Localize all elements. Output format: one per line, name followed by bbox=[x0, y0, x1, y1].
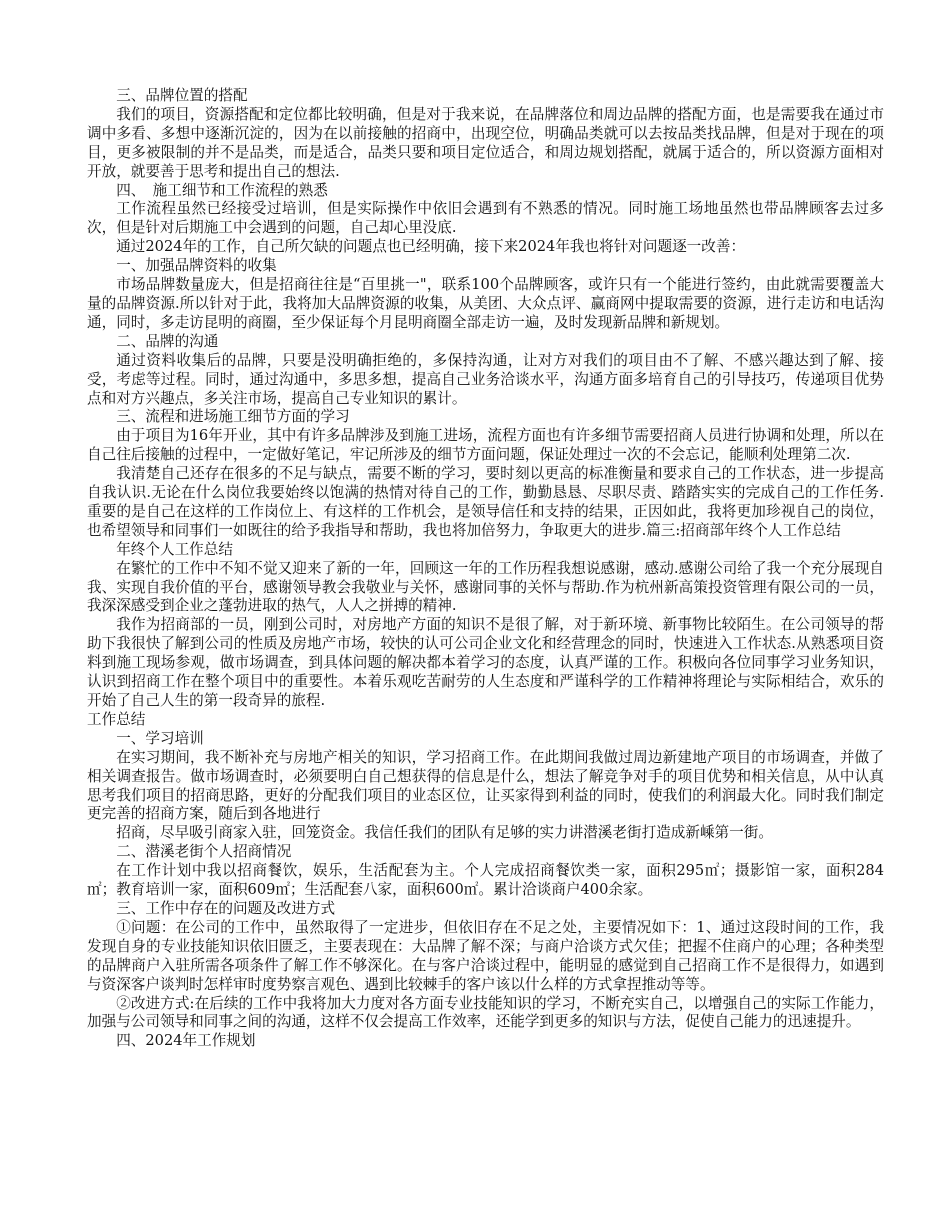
body-paragraph: ②改进方式:在后续的工作中我将加大力度对各方面专业技能知识的学习，不断充实自己，以增强自己的实际工作能力，加强与公司领导和同事之间的沟通，这样不仅会提高工作效率，还能学到更多的知识与方法，促使自己能力的迅速提升。 bbox=[87, 994, 884, 1031]
section-heading: 四、 施工细节和工作流程的熟悉 bbox=[116, 181, 328, 199]
section-heading: 二、潜溪老街个人招商情况 bbox=[116, 843, 292, 861]
document-body bbox=[87, 87, 884, 1051]
body-paragraph: 在工作计划中我以招商餐饮，娱乐，生活配套为主。个人完成招商餐饮类一家，面积295㎡；摄影馆一家，面积284㎡；教育培训一家，面积609㎡；生活配套八家，面积600㎡。累计洽谈商户400余家。 bbox=[87, 862, 884, 899]
body-paragraph: 通过资料收集后的品牌，只要是没明确拒绝的，多保持沟通，让对方对我们的项目由不了解、不感兴趣达到了解、接受，考虑等过程。同时，通过沟通中，多思多想，提高自己业务洽谈水平，沟通方面多培育自己的引导技巧，传递项目优势点和对方兴趣点，多关注市场，提高自己专业知识的累计。 bbox=[87, 351, 884, 407]
section-heading: 年终个人工作总结 bbox=[116, 540, 233, 558]
body-paragraph: 通过2024年的工作，自己所欠缺的问题点也已经明确，接下来2024年我也将针对问题逐一改善： bbox=[116, 238, 746, 256]
body-paragraph: 我们的项目，资源搭配和定位都比较明确，但是对于我来说，在品牌落位和周边品牌的搭配方面，也是需要我在通过市调中多看、多想中逐渐沉淀的，因为在以前接触的招商中，出现空位，明确品类就可以去按品类找品牌，但是对于现在的项目，更多被限制的并不是品类，而是适合，品类只要和项目定位适合，和周边规划搭配，就属于适合的，所以资源方面相对开放，就要善于思考和提出自己的想法. bbox=[87, 105, 884, 180]
body-paragraph: 在实习期间，我不断补充与房地产相关的知识，学习招商工作。在此期间我做过周边新建地产项目的市场调查，并做了相关调查报告。做市场调查时，必须要明白自己想获得的信息是什么，想法了解竞争对手的项目优势和相关信息，从中认真思考我们项目的招商思路，更好的分配我们项目的业态区位，让买家得到利益的同时，使我们的利润最大化。同时我们制定更完善的招商方案，随后到各地进行 bbox=[87, 748, 884, 823]
body-paragraph: ①问题：在公司的工作中，虽然取得了一定进步，但依旧存在不足之处，主要情况如下：1、通过这段时间的工作，我发现自身的专业技能知识依旧匮乏，主要表现在：大品牌了解不深；与商户洽谈方式欠佳；把握不住商户的心理；各种类型的品牌商户入驻所需各项条件了解工作不够深化。在与客户洽谈过程中，能明显的感觉到自己招商工作不是很得力，如遇到与资深客户谈判时怎样审时度势察言观色、遇到比较棘手的客户该以什么样的方式拿捏推动等等。 bbox=[87, 918, 884, 993]
section-heading: 一、学习培训 bbox=[116, 729, 204, 747]
body-paragraph: 在繁忙的工作中不知不觉又迎来了新的一年，回顾这一年的工作历程我想说感谢，感动.感谢公司给了我一个充分展现自我、实现自我价值的平台，感谢领导教会我敬业与关怀，感谢同事的关怀与帮助.作为杭州新高策投资管理有限公司的一员，我深深感受到企业之蓬勃进取的热气，人人之拼搏的精神. bbox=[87, 559, 884, 615]
body-paragraph: 招商，尽早吸引商家入驻，回笼资金。我信任我们的团队有足够的实力讲潜溪老街打造成新嵊第一街。 bbox=[116, 824, 773, 842]
body-paragraph: 市场品牌数量庞大，但是招商往往是“百里挑一"，联系100个品牌顾客，或许只有一个能进行签约，由此就需要覆盖大量的品牌资源.所以针对于此，我将加大品牌资源的收集，从美团、大众点评、赢商网中提取需要的资源，进行走访和电话沟通，同时，多走访昆明的商圈，至少保证每个月昆明商圈全部走访一遍，及时发现新品牌和新规划。 bbox=[87, 276, 884, 331]
body-paragraph: 由于项目为16年开业，其中有许多品牌涉及到施工进场，流程方面也有许多细节需要招商人员进行协调和处理，所以在自己往后接触的过程中，一定做好笔记，牢记所涉及的细节方面问题，保证处理过一次的不会忘记，能顺利处理第二次. bbox=[87, 427, 884, 464]
section-heading: 三、品牌位置的搭配 bbox=[116, 87, 248, 104]
section-heading: 四、2024年工作规划 bbox=[116, 1032, 256, 1050]
body-paragraph: 我作为招商部的一员，刚到公司时，对房地产方面的知识不是很了解，对于新环境、新事物比较陌生。在公司领导的帮助下我很快了解到公司的性质及房地产市场，较快的认可公司企业文化和经营理念的同时，快速进入工作状态.从熟悉项目资料到施工现场参观，做市场调查，到具体问题的解决都本着学习的态度，认真严谨的工作。积极向各位同事学习业务知识，认识到招商工作在整个项目中的重要性。本着乐观吃苦耐劳的人生态度和严谨科学的工作精神将理论与实际相结合，欢乐的开始了自己人生的第一段奇异的旅程. bbox=[87, 616, 884, 709]
body-paragraph: 工作流程虽然已经接受过培训，但是实际操作中依旧会遇到有不熟悉的情况。同时施工场地虽然也带品牌顾客去过多次，但是针对后期施工中会遇到的问题，自己却心里没底. bbox=[87, 200, 884, 237]
section-heading: 二、品牌的沟通 bbox=[116, 332, 219, 350]
section-heading: 三、工作中存在的问题及改进方式 bbox=[116, 899, 336, 917]
section-heading: 一、加强品牌资料的收集 bbox=[116, 257, 277, 275]
body-paragraph: 我清楚自己还存在很多的不足与缺点，需要不断的学习，要时刻以更高的标准衡量和要求自己的工作状态，进一步提高自我认识.无论在什么岗位我要始终以饱满的热情对待自己的工作，勤勤恳恳、尽职尽责、踏踏实实的完成自己的工作任务.重要的是自己在这样的工作岗位上、有这样的工作机会，是领导信任和支持的结果，正因如此，我将更加珍视自己的岗位，也希望领导和同事们一如既往的给予我指导和帮助，我也将加倍努力，争取更大的进步.篇三:招商部年终个人工作总结 bbox=[87, 465, 884, 539]
section-label: 工作总结 bbox=[87, 710, 146, 728]
section-heading: 三、流程和进场施工细节方面的学习 bbox=[116, 408, 350, 426]
